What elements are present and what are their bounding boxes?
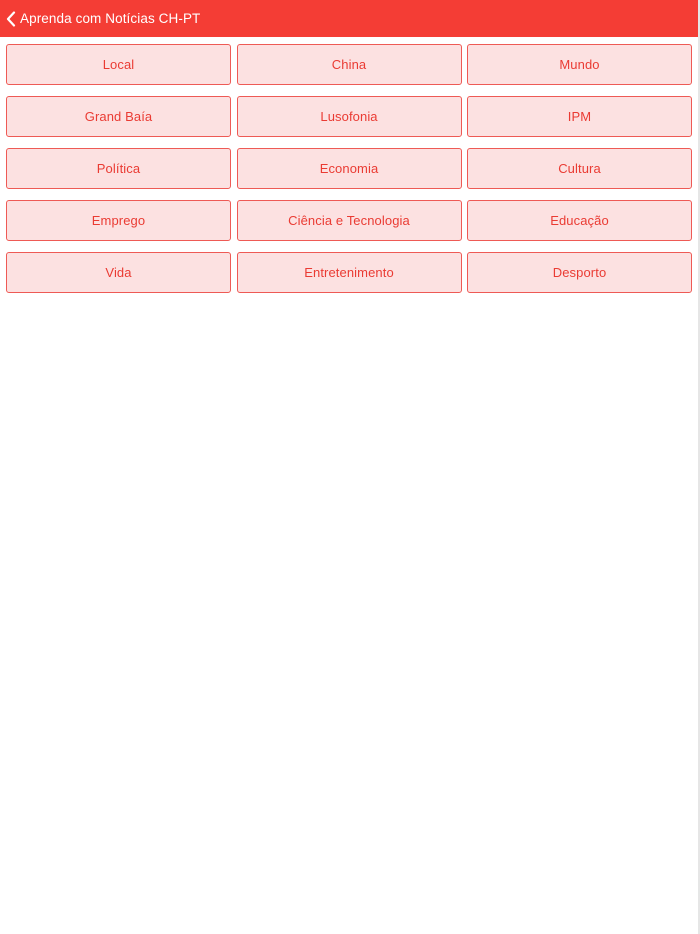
category-button-vida[interactable]: [6, 252, 231, 293]
category-button-ipm[interactable]: [467, 96, 692, 137]
category-button-mundo[interactable]: [467, 44, 692, 85]
chevron-left-icon: [6, 11, 16, 27]
category-button-lusofonia[interactable]: [237, 96, 462, 137]
category-label: Entretenimento: [304, 265, 394, 280]
category-label: IPM: [567, 109, 592, 124]
category-label: Emprego: [91, 213, 146, 228]
category-label: Ciência e Tecnologia: [288, 213, 410, 228]
category-button-politica[interactable]: [6, 148, 231, 189]
category-label: Economia: [319, 161, 379, 176]
category-button-local[interactable]: [6, 44, 231, 85]
category-label: Desporto: [552, 265, 607, 280]
category-label: Lusofonia: [320, 109, 378, 124]
category-label: Política: [96, 161, 141, 176]
category-label: Vida: [105, 265, 132, 280]
category-button-china[interactable]: [237, 44, 462, 85]
navigation-bar: [0, 0, 700, 37]
back-button-label: Aprenda com Notícias CH-PT: [20, 11, 201, 26]
category-label: Mundo: [559, 57, 600, 72]
back-button[interactable]: [0, 0, 200, 37]
category-grid: [6, 44, 692, 293]
category-button-cultura[interactable]: [467, 148, 692, 189]
category-label: Cultura: [558, 161, 601, 176]
category-button-economia[interactable]: [237, 148, 462, 189]
category-button-ciencia-e-tecnologia[interactable]: [237, 200, 462, 241]
category-label: Educação: [550, 213, 609, 228]
category-label: China: [331, 57, 367, 72]
category-label: Grand Baía: [84, 109, 153, 124]
category-label: Local: [102, 57, 135, 72]
category-button-grand-baia[interactable]: [6, 96, 231, 137]
category-button-emprego[interactable]: [6, 200, 231, 241]
category-button-educacao[interactable]: [467, 200, 692, 241]
category-button-entretenimento[interactable]: [237, 252, 462, 293]
category-button-desporto[interactable]: [467, 252, 692, 293]
